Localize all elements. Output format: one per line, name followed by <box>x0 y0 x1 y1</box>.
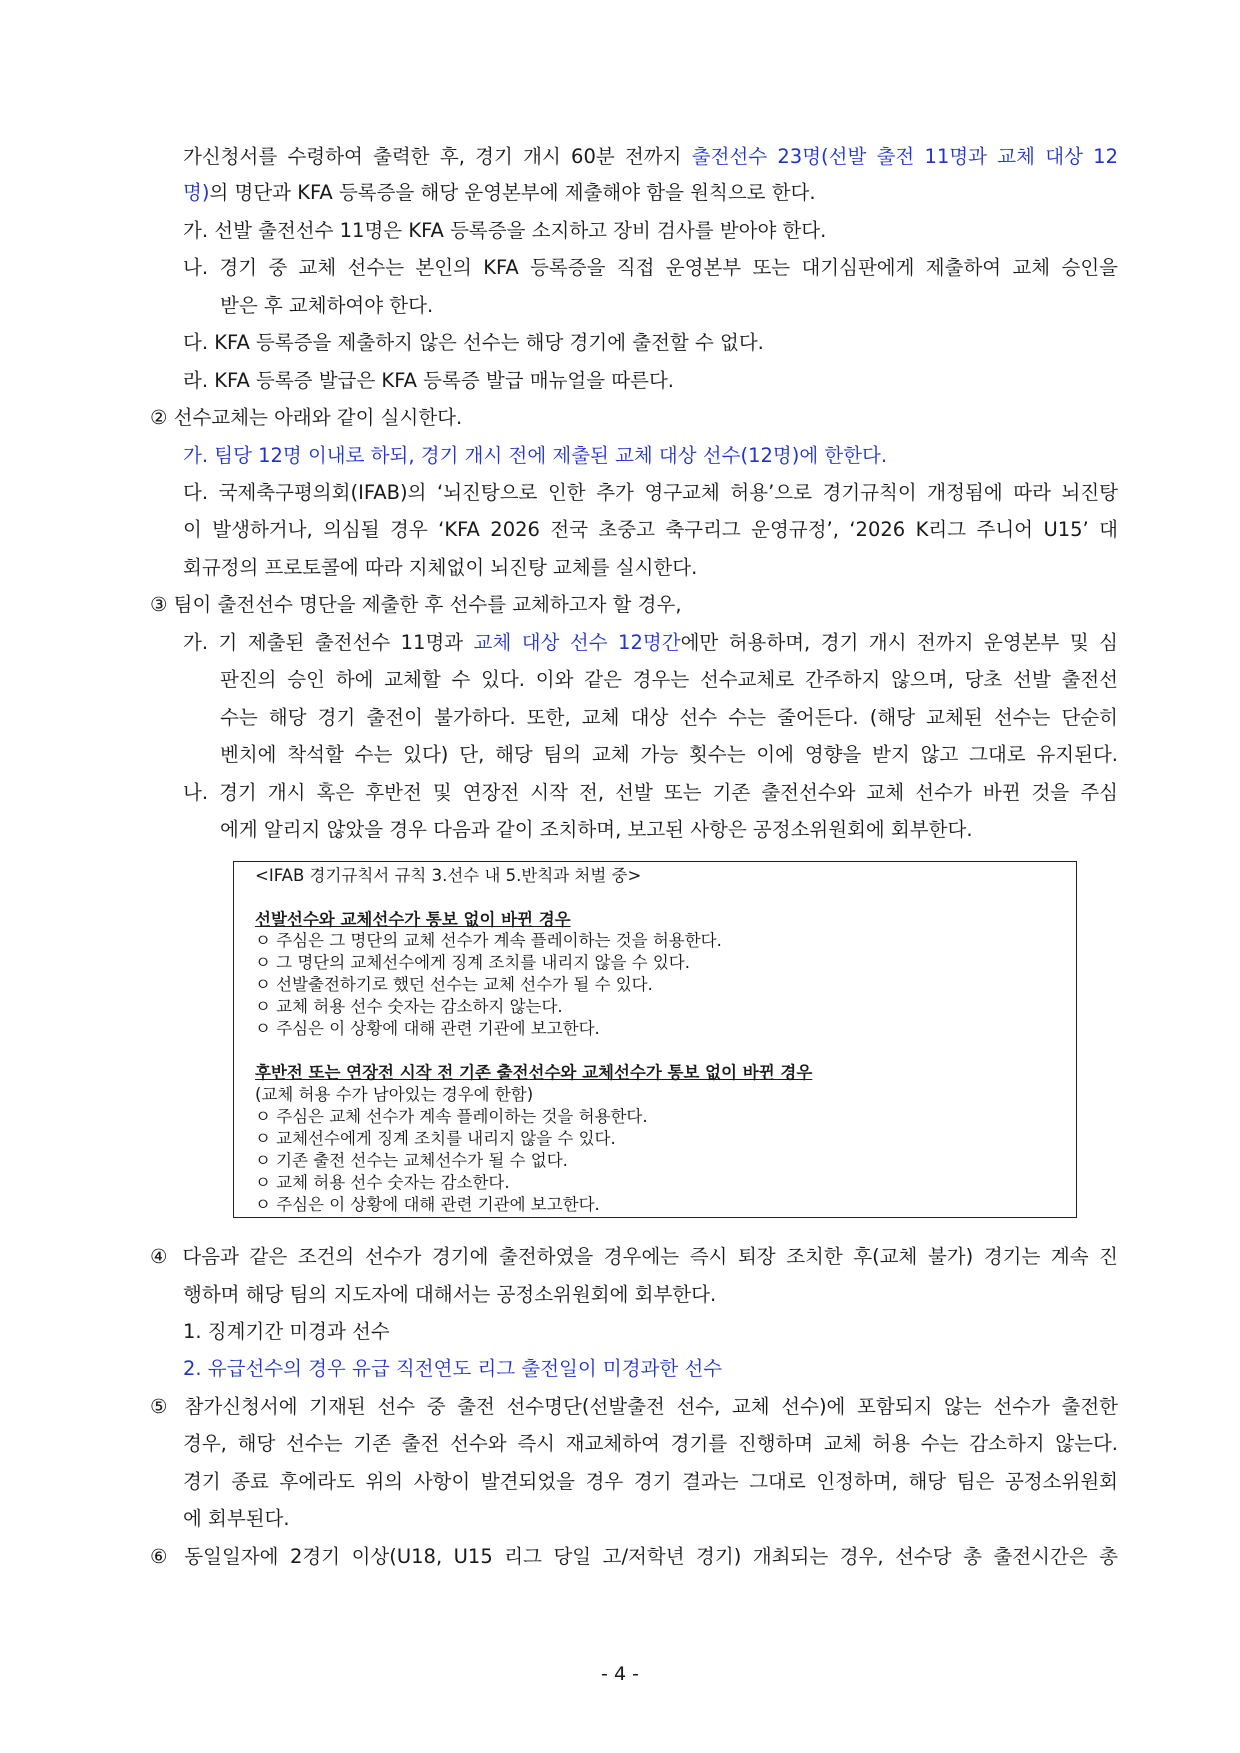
text-line: 회규정의 프로토콜에 따라 지체없이 뇌진탕 교체를 실시한다. <box>183 556 698 579</box>
list-item-ra: 라. KFA 등록증 발급은 KFA 등록증 발급 매뉴얼을 따른다. <box>183 369 674 392</box>
box-item: ㅇ 그 명단의 교체선수에게 징계 조치를 내리지 않을 수 있다. <box>255 953 690 972</box>
box-item: ㅇ 주심은 교체 선수가 계속 플레이하는 것을 허용한다. <box>255 1107 648 1126</box>
clause-5: ⑤ 참가신청서에 기재된 선수 중 출전 선수명단(선발출전 선수, 교체 선수)에 포함되지 않는 선수가 출전한 <box>150 1395 1118 1418</box>
text-line: 에게 알리지 않았을 경우 다음과 같이 조치하며, 보고된 사항은 공정소위원회에 회부한다. <box>220 818 973 841</box>
text-line: 이 발생하거나, 의심될 경우 ‘KFA 2026 전국 초중고 축구리그 운영규정’, ‘2026 K리그 주니어 U15’ 대 <box>183 518 1118 541</box>
text-line: 받은 후 교체하여야 한다. <box>220 294 434 317</box>
box-item: ㅇ 주심은 그 명단의 교체 선수가 계속 플레이하는 것을 허용한다. <box>255 931 722 950</box>
text-line: 수는 해당 경기 출전이 불가하다. 또한, 교체 대상 선수 수는 줄어든다. (해당 교체된 선수는 단순히 <box>220 706 1118 729</box>
text-line: 명)의 명단과 KFA 등록증을 해당 운영본부에 제출해야 함을 원칙으로 한다. <box>183 181 816 204</box>
list-item-na: 나. 경기 개시 혹은 후반전 및 연장전 시작 전, 선발 또는 기존 출전선수와 교체 선수가 바뀐 것을 주심 <box>183 781 1118 804</box>
list-item-na: 나. 경기 중 교체 선수는 본인의 KFA 등록증을 직접 운영본부 또는 대기심판에게 제출하여 교체 승인을 <box>183 256 1118 279</box>
text-line: 에 회부된다. <box>183 1507 290 1530</box>
list-item-2: 2. 유급선수의 경우 유급 직전연도 리그 출전일이 미경과한 선수 <box>183 1357 723 1380</box>
box-heading-1: 선발선수와 교체선수가 통보 없이 바뀐 경우 <box>255 910 571 929</box>
box-item: ㅇ 교체 허용 선수 숫자는 감소하지 않는다. <box>255 997 563 1016</box>
list-item-da: 다. KFA 등록증을 제출하지 않은 선수는 해당 경기에 출전할 수 없다. <box>183 331 764 354</box>
ifab-rule-box <box>233 861 1077 1218</box>
text-line: 판진의 승인 하에 교체할 수 있다. 이와 같은 경우는 선수교체로 간주하지 않으며, 당초 선발 출전선 <box>220 668 1118 691</box>
box-item: ㅇ 기존 출전 선수는 교체선수가 될 수 없다. <box>255 1151 568 1170</box>
clause-4: ④ 다음과 같은 조건의 선수가 경기에 출전하였을 경우에는 즉시 퇴장 조치한 후(교체 불가) 경기는 계속 진 <box>150 1245 1118 1268</box>
box-heading-2: 후반전 또는 연장전 시작 전 기존 출전선수와 교체선수가 통보 없이 바뀐 경우 <box>255 1063 813 1082</box>
text-line: 경우, 해당 선수는 기존 출전 선수와 즉시 재교체하여 경기를 진행하며 교체 허용 수는 감소하지 않는다. <box>183 1432 1118 1455</box>
box-note: (교체 허용 수가 남아있는 경우에 한함) <box>255 1085 534 1104</box>
box-item: ㅇ 교체 허용 선수 숫자는 감소한다. <box>255 1173 510 1192</box>
box-title: <IFAB 경기규칙서 규칙 3.선수 내 5.반칙과 처벌 중> <box>255 866 642 885</box>
clause-6: ⑥ 동일일자에 2경기 이상(U18, U15 리그 당일 고/저학년 경기) 개최되는 경우, 선수당 총 출전시간은 총 <box>150 1545 1118 1568</box>
list-item-da: 다. 국제축구평의회(IFAB)의 ‘뇌진탕으로 인한 추가 영구교체 허용’으로 경기규칙이 개정됨에 따라 뇌진탕 <box>183 481 1118 504</box>
clause-2: ② 선수교체는 아래와 같이 실시한다. <box>150 406 463 429</box>
box-item: ㅇ 주심은 이 상황에 대해 관련 기관에 보고한다. <box>255 1019 600 1038</box>
text-line: 경기 종료 후에라도 위의 사항이 발견되었을 경우 경기 결과는 그대로 인정하며, 해당 팀은 공정소위원회 <box>183 1470 1118 1493</box>
list-item-ga: 가. 기 제출된 출전선수 11명과 교체 대상 선수 12명간에만 허용하며, 경기 개시 전까지 운영본부 및 심 <box>183 631 1119 654</box>
list-item-ga: 가. 선발 출전선수 11명은 KFA 등록증을 소지하고 장비 검사를 받아야 한다. <box>183 219 827 242</box>
clause-3: ③ 팀이 출전선수 명단을 제출한 후 선수를 교체하고자 할 경우, <box>150 593 682 616</box>
box-item: ㅇ 교체선수에게 징계 조치를 내리지 않을 수 있다. <box>255 1129 616 1148</box>
text-line: 가신청서를 수령하여 출력한 후, 경기 개시 60분 전까지 출전선수 23명(선발 출전 11명과 교체 대상 12 <box>183 145 1118 168</box>
box-item: ㅇ 선발출전하기로 했던 선수는 교체 선수가 될 수 있다. <box>255 975 653 994</box>
list-item-ga: 가. 팀당 12명 이내로 하되, 경기 개시 전에 제출된 교체 대상 선수(12명)에 한한다. <box>183 444 888 467</box>
text-line: 행하며 해당 팀의 지도자에 대해서는 공정소위원회에 회부한다. <box>183 1283 717 1306</box>
text-line: 벤치에 착석할 수는 있다) 단, 해당 팀의 교체 가능 횟수는 이에 영향을 받지 않고 그대로 유지된다. <box>220 743 1118 766</box>
box-item: ㅇ 주심은 이 상황에 대해 관련 기관에 보고한다. <box>255 1195 600 1214</box>
page-number: - 4 - <box>601 1663 639 1685</box>
list-item-1: 1. 징계기간 미경과 선수 <box>183 1320 390 1343</box>
